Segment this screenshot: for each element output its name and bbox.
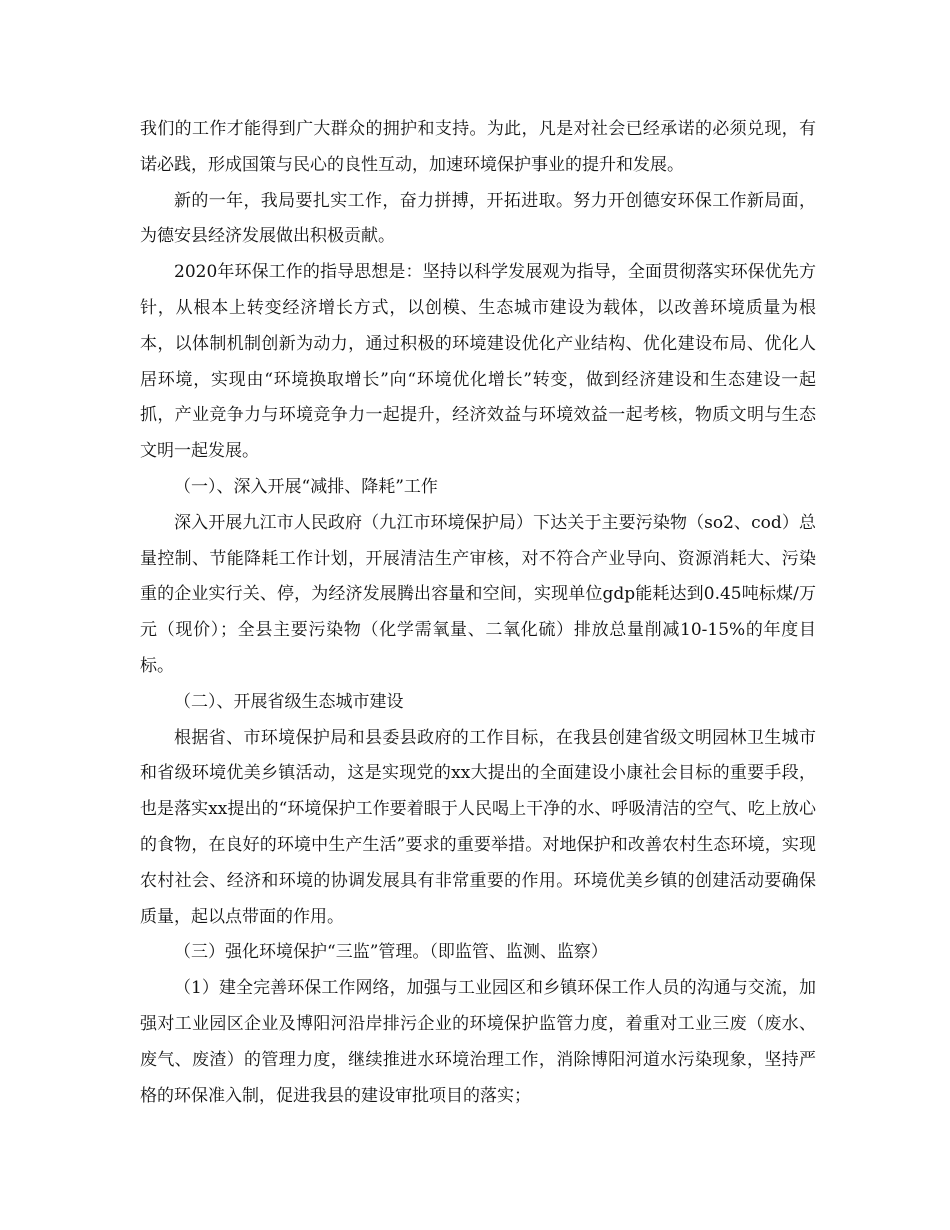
paragraph-new-year: 新的一年，我局要扎实工作，奋力拼搏，开拓进取。努力开创德安环保工作新局面，为德安县经济发展做出积极贡献。 xyxy=(140,190,816,247)
paragraph-eco-city: 根据省、市环境保护局和县委县政府的工作目标，在我县创建省级文明园林卫生城市和省级环境优美乡镇活动，这是实现党的xx大提出的全面建设小康社会目标的重要手段，也是落实xx提出的“环境保护工作要着眼于人民喝上干净的水、呼吸清洁的空气、吃上放心的食物，在良好的环境中生产生活”要求的重要举措。对地保护和改善农村生态环境，实现农村社会、经济和环境的协调发展具有非常重要的作用。环境优美乡镇的创建活动要确保质量，起以点带面的作用。 xyxy=(140,727,816,927)
paragraph-guiding-ideology: 2020年环保工作的指导思想是：坚持以科学发展观为指导，全面贯彻落实环保优先方针，从根本上转变经济增长方式，以创模、生态城市建设为载体，以改善环境质量为根本，以体制机制创新为动力，通过积极的环境建设优化产业结构、优化建设布局、优化人居环境，实现由“环境换取增长”向“环境优化增长”转变，做到经济建设和生态建设一起抓，产业竞争力与环境竞争力一起提升，经济效益与环境效益一起考核，物质文明与生态文明一起发展。 xyxy=(140,262,816,462)
document-body xyxy=(140,112,816,1114)
paragraph-network: （1）建全完善环保工作网络，加强与工业园区和乡镇环保工作人员的沟通与交流，加强对工业园区企业及博阳河沿岸排污企业的环境保护监管力度，着重对工业三废（废水、废气、废渣）的管理力度，继续推进水环境治理工作，消除博阳河道水污染现象，坚持严格的环保准入制，促进我县的建设审批项目的落实； xyxy=(140,978,816,1106)
section-heading-1: （一）、深入开展“减排、降耗”工作 xyxy=(174,476,438,497)
section-heading-2: （二）、开展省级生态城市建设 xyxy=(174,691,404,712)
section-heading-3: （三）强化环境保护“三监”管理。（即监管、监测、监察） xyxy=(174,942,608,963)
paragraph-continuation: 我们的工作才能得到广大群众的拥护和支持。为此，凡是对社会已经承诺的必须兑现，有诺必践，形成国策与民心的良性互动，加速环境保护事业的提升和发展。 xyxy=(140,119,816,175)
paragraph-emission-reduction: 深入开展九江市人民政府（九江市环境保护局）下达关于主要污染物（so2、cod）总量控制、节能降耗工作计划，开展清洁生产审核，对不符合产业导向、资源消耗大、污染重的企业实行关、停，为经济发展腾出容量和空间，实现单位gdp能耗达到0.45吨标煤/万元（现价）；全县主要污染物（化学需氧量、二氧化硫）排放总量削减10-15%的年度目标。 xyxy=(140,512,816,676)
